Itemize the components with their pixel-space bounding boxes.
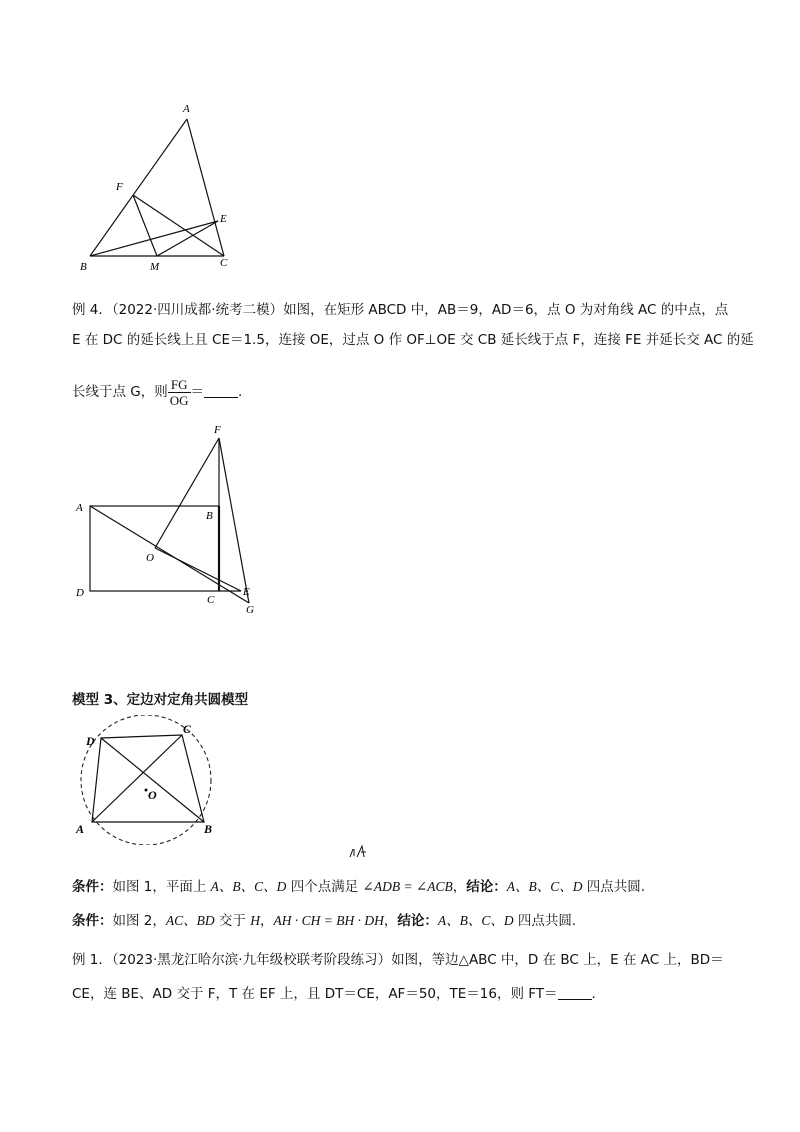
condition-2-text2: 交于	[214, 913, 251, 929]
diagonal-bd	[101, 738, 204, 822]
label-c2: C	[207, 594, 215, 606]
condition-2-text: 如图 2，	[112, 913, 166, 929]
segment-me	[157, 221, 218, 256]
condition-2-conclusion-label: 结论：	[397, 913, 438, 929]
condition-2	[72, 911, 576, 931]
figure-cyclic-quadrilateral	[70, 715, 230, 845]
label-f2: F	[214, 424, 221, 436]
rectangle-abcd	[90, 506, 219, 591]
example4-line3-prefix: 长线于点 G，则	[72, 384, 168, 400]
condition-1-conclusion-label: 结论：	[466, 879, 507, 895]
condition-1	[72, 877, 645, 897]
condition-1-label: 条件：	[72, 879, 113, 895]
answer-blank-2[interactable]	[558, 985, 592, 1000]
label-g2: G	[246, 604, 254, 616]
condition-1-sep: ，	[452, 879, 467, 895]
figure-rectangle-abcd	[70, 420, 270, 620]
fraction-fg-og	[168, 377, 191, 408]
fraction-denominator: OG	[169, 392, 189, 408]
condition-2-formula: AH · CH = BH · DH	[273, 913, 384, 928]
example4-equals: ＝	[190, 384, 205, 400]
condition-2-label: 条件：	[72, 913, 113, 929]
example4-line1: 例 4．（2022·四川成都·统考二模）如图，在矩形 ABCD 中，AB＝9，AD＝6，点 O 为对角线 AC 的中点，点	[72, 302, 729, 318]
label-m: M	[150, 261, 160, 273]
label-o3: O	[148, 788, 157, 802]
label-b3: B	[204, 822, 213, 836]
example1-line1: 例 1．（2023·黑龙江哈尔滨·九年级校联考阶段练习）如图，等边△ABC 中，D 在 BC 上，E 在 AC 上，BD＝	[72, 952, 724, 968]
model3-heading: 模型 3、定边对定角共圆模型	[72, 692, 249, 708]
condition-1-text: 如图 1，平面上	[112, 879, 211, 895]
segment-ag	[90, 506, 249, 603]
label-e: E	[220, 213, 227, 225]
condition-2-sep1: ，	[259, 913, 274, 929]
condition-1-formula: ∠ADB = ∠ACB	[362, 879, 453, 894]
segment-ab	[90, 119, 187, 256]
example1-line2	[72, 984, 596, 1004]
condition-1-points: A、B、C、D	[210, 879, 287, 894]
label-b: B	[80, 261, 87, 273]
label-c: C	[220, 257, 228, 269]
condition-2-conclusion-text: 四点共圆.	[513, 913, 577, 929]
example1-period: .	[591, 986, 596, 1002]
example4-period: .	[238, 384, 243, 400]
label-d3: D	[86, 734, 95, 748]
artifact-mark	[345, 843, 375, 861]
condition-2-conclusion-points: A、B、C、D	[437, 913, 514, 928]
label-a: A	[183, 103, 190, 115]
figure-triangle-abc	[70, 95, 250, 275]
condition-1-text2: 四个点满足	[286, 879, 363, 895]
condition-1-conclusion-points: A、B、C、D	[506, 879, 583, 894]
label-a3: A	[76, 822, 85, 836]
label-b2: B	[206, 510, 213, 522]
example4-line2: E 在 DC 的延长线上且 CE＝1.5，连接 OE，过点 O 作 OF⊥OE 交 CB 延长线于点 F，连接 FE 并延长交 AC 的延	[72, 332, 754, 348]
label-d2: D	[76, 587, 84, 599]
diagonal-ac	[92, 735, 182, 822]
label-e2: E	[243, 586, 250, 598]
condition-2-h: H	[250, 913, 260, 928]
label-a2: A	[76, 502, 83, 514]
segment-fg	[219, 438, 249, 603]
condition-1-conclusion-text: 四点共圆.	[582, 879, 646, 895]
dashed-circle	[81, 715, 211, 845]
label-o2: O	[146, 552, 154, 564]
example1-line2-text: CE，连 BE、AD 交于 F，T 在 EF 上，且 DT＝CE，AF＝50，TE＝16，则 FT＝	[72, 986, 558, 1002]
label-c3: C	[183, 722, 192, 736]
answer-blank[interactable]	[204, 383, 238, 398]
segment-oe	[155, 548, 241, 591]
condition-2-sep2: ，	[383, 913, 398, 929]
label-f: F	[116, 181, 123, 193]
example4-line3	[72, 375, 242, 409]
fraction-numerator: FG	[168, 377, 191, 393]
condition-2-vars: AC、BD	[165, 913, 215, 928]
segment-of	[155, 438, 219, 548]
segment-fm	[133, 195, 157, 256]
